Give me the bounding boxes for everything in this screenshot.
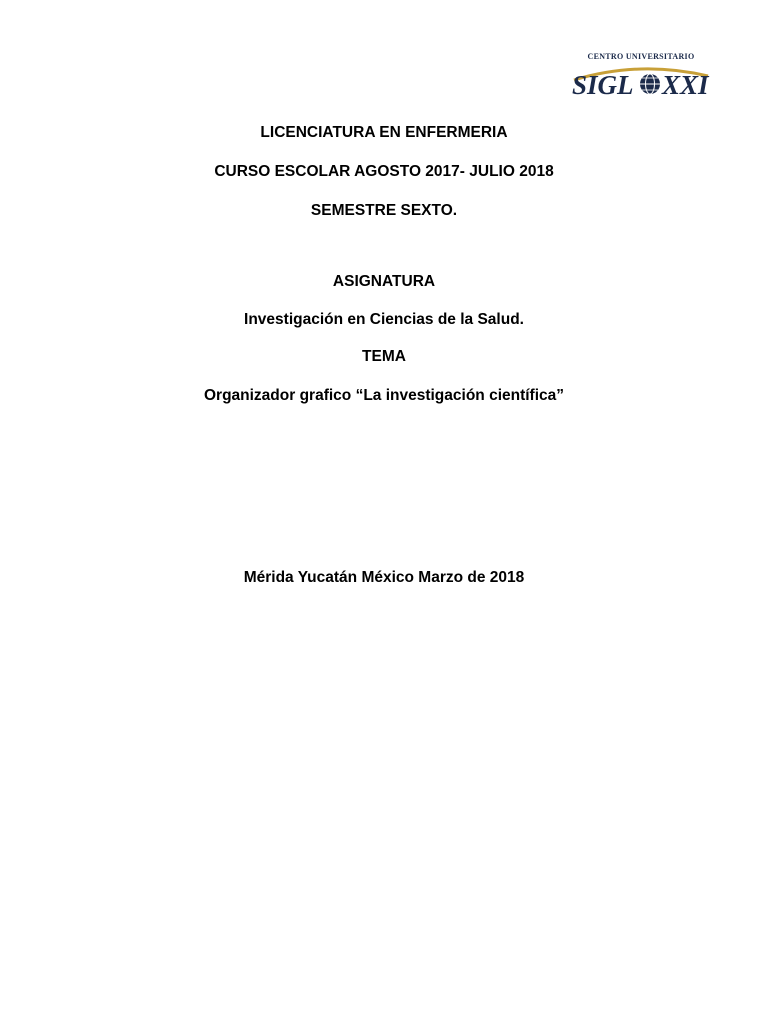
program-title: LICENCIATURA EN ENFERMERIA bbox=[260, 124, 508, 141]
subject-heading: ASIGNATURA bbox=[332, 273, 436, 290]
logo-mark bbox=[570, 62, 712, 98]
globe-icon bbox=[640, 74, 660, 94]
school-year: CURSO ESCOLAR AGOSTO 2017- JULIO 2018 bbox=[214, 163, 554, 180]
place-date: Mérida Yucatán México Marzo de 2018 bbox=[243, 569, 525, 586]
subject-name: Investigación en Ciencias de la Salud. bbox=[244, 311, 524, 328]
logo-text-right: XXI bbox=[662, 70, 709, 98]
topic-heading: TEMA bbox=[362, 348, 406, 365]
university-logo bbox=[570, 52, 712, 100]
semester: SEMESTRE SEXTO. bbox=[310, 202, 458, 219]
topic-name: Organizador grafico “La investigación científica” bbox=[203, 387, 565, 404]
logo-text-left: SIGL bbox=[572, 70, 634, 98]
logo-top-text: CENTRO UNIVERSITARIO bbox=[587, 52, 695, 61]
